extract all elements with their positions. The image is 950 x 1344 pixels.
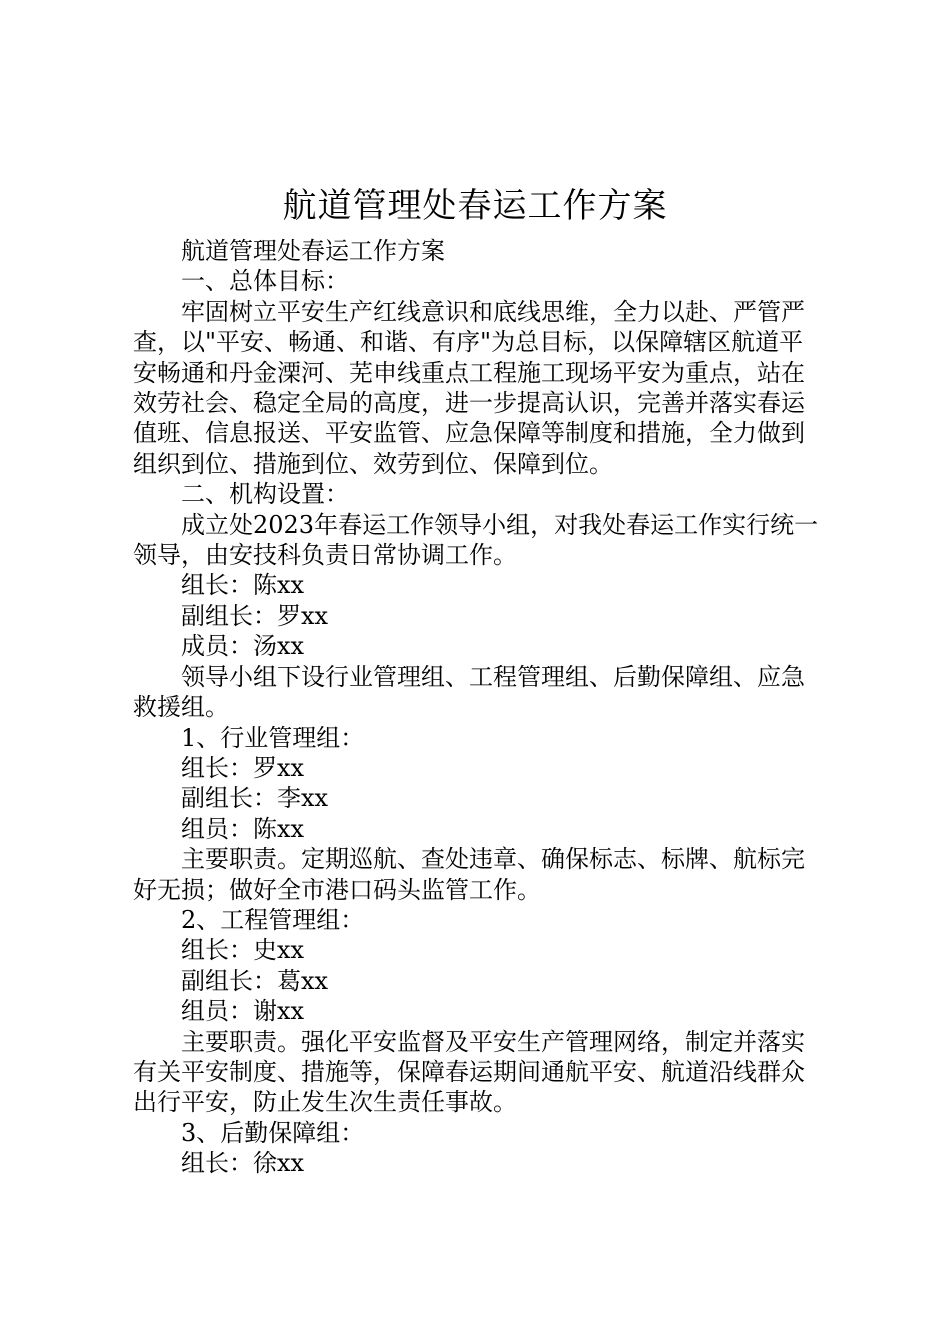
subgroup-heading-logistics: 3、后勤保障组： (181, 1118, 365, 1147)
logistics-group-leader: 组长：徐xx (181, 1149, 305, 1178)
subgroup-heading-industry: 1、行业管理组： (181, 723, 365, 752)
leading-group-leader: 组长：陈xx (181, 571, 305, 600)
subgroup-heading-engineering: 2、工程管理组： (181, 905, 365, 934)
leading-group-deputy: 副组长：罗xx (181, 601, 329, 630)
industry-group-leader: 组长：罗xx (181, 753, 305, 782)
industry-group-deputy: 副组长：李xx (181, 784, 329, 813)
document-body (133, 236, 823, 1179)
leading-group-member: 成员：汤xx (181, 632, 305, 661)
engineering-group-duties: 主要职责。强化平安监督及平安生产管理网络，制定并落实有关平安制度、措施等，保障春运期间通航平安、航道沿线群众出行平安，防止发生次生责任事故。 (133, 1027, 805, 1117)
engineering-group-leader: 组长：史xx (181, 936, 305, 965)
engineering-group-deputy: 副组长：葛xx (181, 966, 329, 995)
engineering-group-member: 组员：谢xx (181, 997, 305, 1026)
paragraph-overall-goal: 牢固树立平安生产红线意识和底线思维，全力以赴、严管严查，以"平安、畅通、和谐、有序"为总目标，以保障辖区航道平安畅通和丹金溧河、芜申线重点工程施工现场平安为重点，站在效劳社会、稳定全局的高度，进一步提高认识，完善并落实春运值班、信息报送、平安监管、应急保障等制度和措施，全力做到组织到位、措施到位、效劳到位、保障到位。 (133, 297, 805, 478)
paragraph-subtitle: 航道管理处春运工作方案 (181, 237, 445, 265)
industry-group-duties: 主要职责。定期巡航、查处违章、确保标志、标牌、航标完好无损；做好全市港口码头监管工作。 (133, 845, 805, 904)
paragraph-subgroups: 领导小组下设行业管理组、工程管理组、后勤保障组、应急救援组。 (133, 662, 805, 722)
section-heading-organization: 二、机构设置： (181, 480, 349, 509)
paragraph-leading-group: 成立处2023年春运工作领导小组，对我处春运工作实行统一领导，由安技科负责日常协调工作。 (133, 510, 819, 570)
section-heading-overall-goal: 一、总体目标： (181, 267, 349, 296)
industry-group-member: 组员：陈xx (181, 814, 305, 843)
document-title: 航道管理处春运工作方案 (282, 186, 668, 226)
